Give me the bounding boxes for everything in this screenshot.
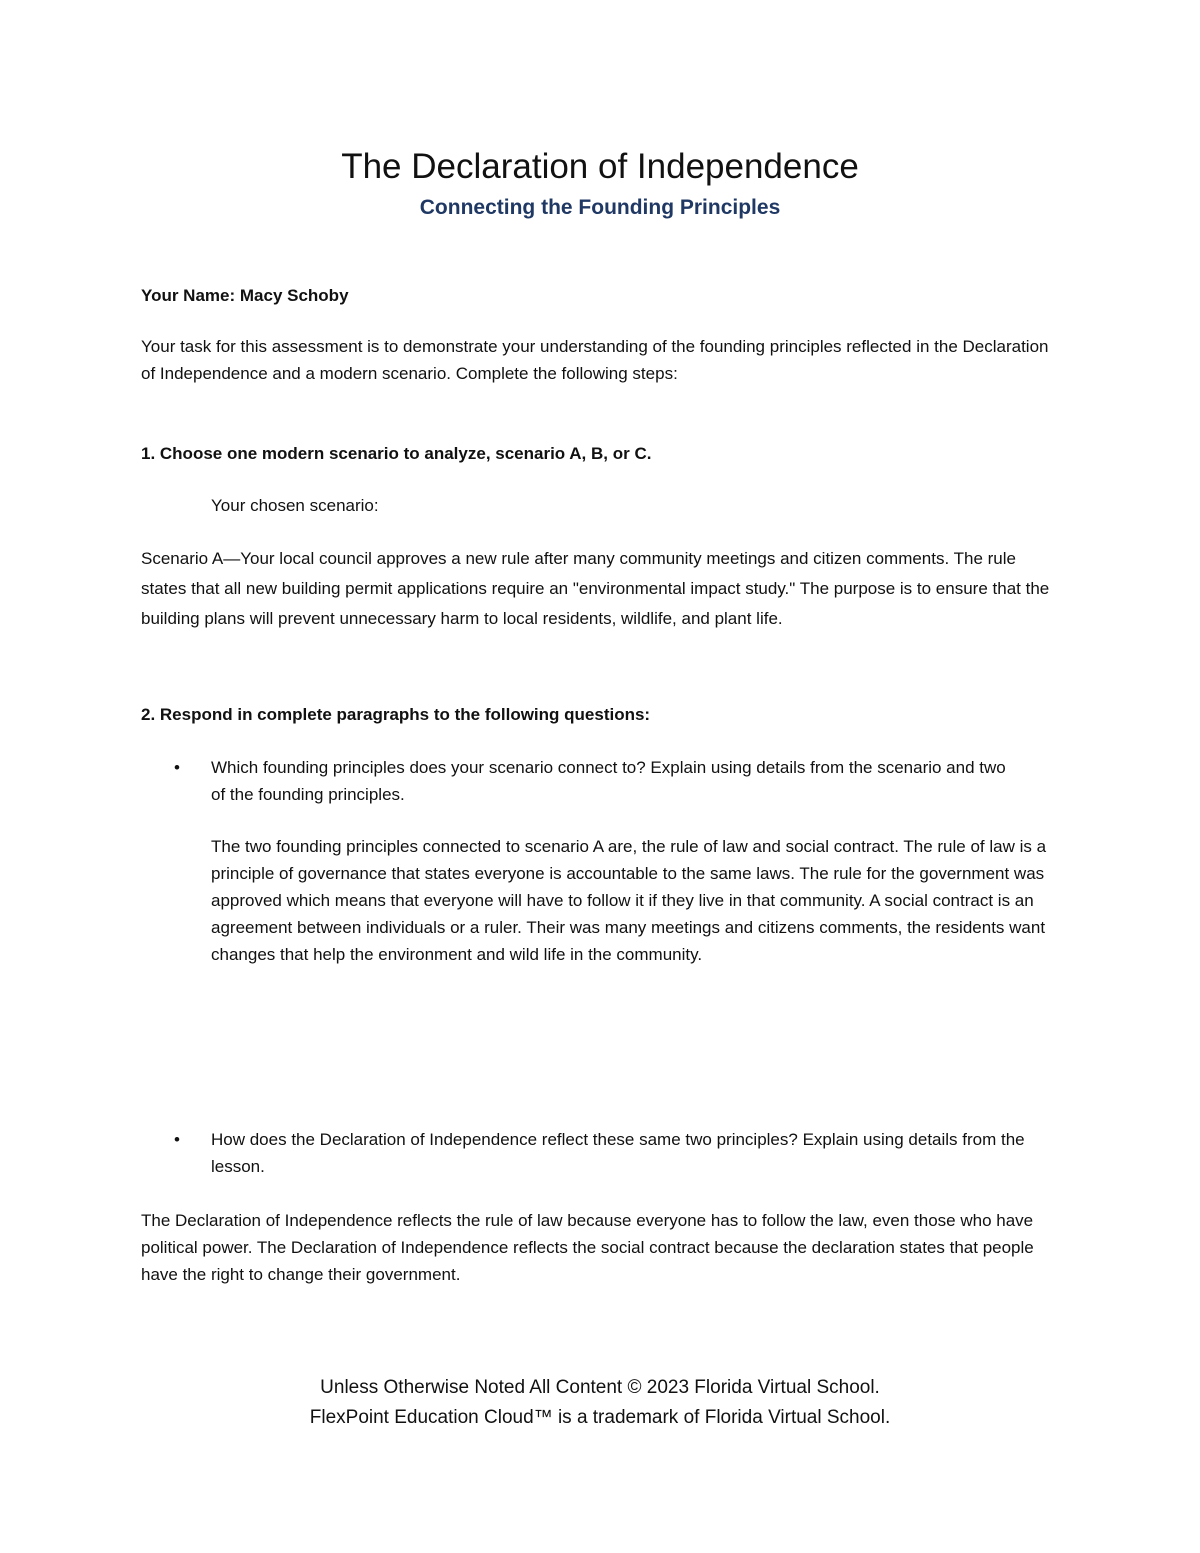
step-2-heading: 2. Respond in complete paragraphs to the following questions:	[141, 705, 651, 724]
student-name: Your Name: Macy Schoby	[141, 286, 349, 305]
chosen-scenario-label: Your chosen scenario:	[211, 496, 379, 515]
footer-copyright: Unless Otherwise Noted All Content © 2023 Florida Virtual School.	[320, 1377, 880, 1398]
bullet-icon: •	[174, 1130, 180, 1149]
scenario-text: Scenario A—Your local council approves a new rule after many community meetings and citizen comments. The rule states that all new building permit applications require an "environmental impact study." The purpose is to ensure that the building plans will prevent unnecessary harm to local residents, wildlife, and plant life.	[141, 549, 1050, 628]
bullet-icon: •	[174, 758, 180, 777]
question-1: Which founding principles does your scenario connect to? Explain using details from the scenario and two of the founding principles.	[211, 758, 1006, 804]
step-1-heading: 1. Choose one modern scenario to analyze, scenario A, B, or C.	[141, 444, 652, 463]
question-2: How does the Declaration of Independence reflect these same two principles? Explain using details from the lesson.	[211, 1130, 1025, 1176]
answer-1: The two founding principles connected to scenario A are, the rule of law and social contract. The rule of law is a principle of governance that states everyone is accountable to the same laws. The rule for the government was approved which means that everyone will have to follow it if they live in that community. A social contract is an agreement between individuals or a ruler. Their was many meetings and citizens comments, the residents want changes that help the environment and wild life in the community.	[211, 837, 1047, 964]
assessment-intro: Your task for this assessment is to demonstrate your understanding of the founding principles reflected in the Declaration of Independence and a modern scenario. Complete the following steps:	[141, 337, 1049, 383]
document-title: The Declaration of Independence	[341, 147, 859, 186]
document-subtitle: Connecting the Founding Principles	[419, 196, 781, 219]
answer-2: The Declaration of Independence reflects the rule of law because everyone has to follow the law, even those who have political power. The Declaration of Independence reflects the social contract because the declaration states that people have the right to change their government.	[141, 1211, 1034, 1284]
footer-trademark: FlexPoint Education Cloud™ is a trademark of Florida Virtual School.	[309, 1407, 891, 1428]
